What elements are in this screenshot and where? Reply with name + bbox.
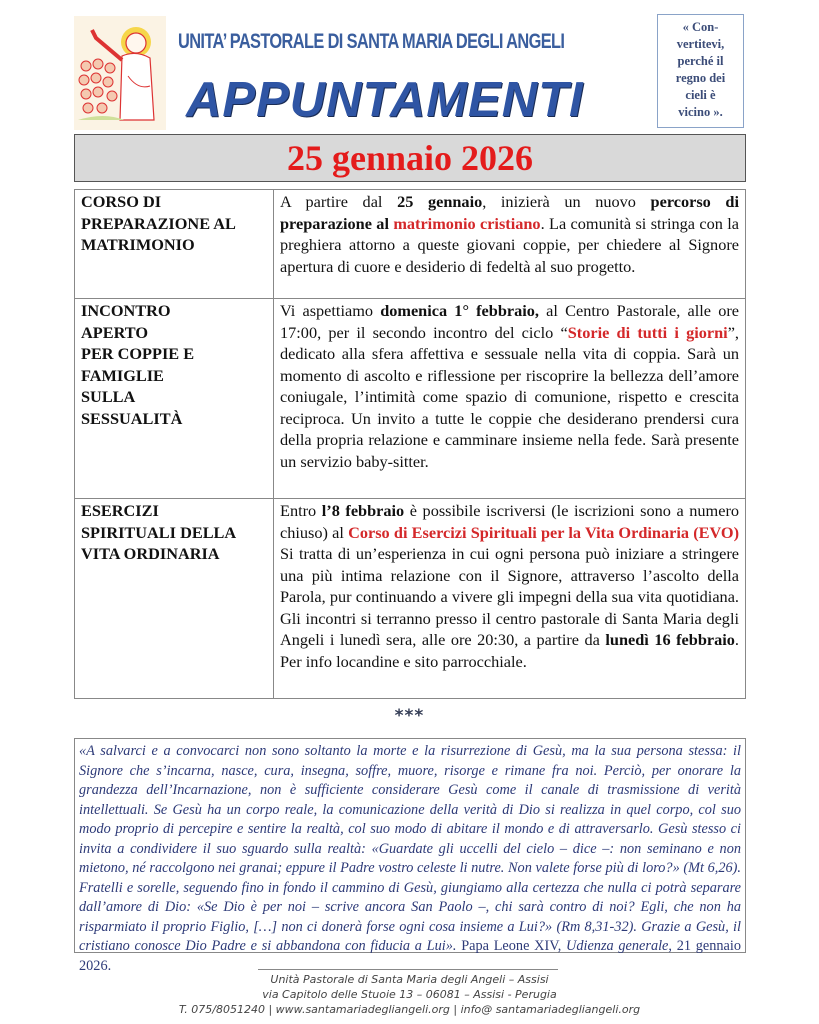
text: è possibile iscriversi (le iscrizioni sono a numero chiuso) al <box>280 501 740 542</box>
event-title-line: MATRIMONIO <box>81 235 195 254</box>
event-title-line: SESSUALITÀ <box>81 408 183 428</box>
event-description <box>274 299 746 499</box>
motto-line: vicino ». <box>678 105 723 119</box>
event-title-line: PREPARAZIONE AL <box>81 213 236 233</box>
motto-line: regno dei <box>675 71 726 85</box>
highlight-text: Storie di tutti i giorni <box>567 322 728 342</box>
event-title-line: INCONTRO <box>81 301 171 320</box>
pope-quote-box <box>74 738 746 974</box>
footer-address: via Capitolo delle Stuoie 13 – 06081 – Assisi - Perugia <box>262 988 557 1001</box>
events-table <box>74 189 746 699</box>
motto-line: « Con- <box>682 20 719 34</box>
footer-contacts: T. 075/8051240 | www.santamariadegliangeli.org | info@ santamariadegliangeli.org <box>178 1003 641 1016</box>
bold-text: percorso di preparazione al <box>280 192 739 233</box>
text: ”, dedicato alla sfera affettiva e sessuale nella vita di coppia. Sarà un momento di ascolto e riflessione per riscoprire la bellezza dell’amore coniugale, l’intimità come spazio di comunione, rispetto e crescita reciproca. Un invito a tutte le coppie che desiderano prendersi cura della propria relazione e camminare insieme nella fede. Sarà presente un servizio baby-sitter. <box>280 322 739 471</box>
text: . La comunità si stringa con la preghiera attorno a queste giovani coppie, per chiedere al Signore apertura di cuore e desiderio di fedeltà al suo progetto. <box>280 213 739 276</box>
quote-date: , 21 gennaio 2026. <box>79 938 741 974</box>
event-description <box>274 499 746 699</box>
event-title-line: VITA ORDINARIA <box>81 544 220 563</box>
bold-date: lunedì 16 febbraio <box>605 630 735 649</box>
parish-name-title: UNITA’ PASTORALE DI SANTA MARIA DEGLI ANGELI <box>178 30 565 53</box>
date-text: 25 gennaio 2026 <box>286 138 534 178</box>
text: Entro <box>280 501 322 520</box>
table-row <box>75 299 746 499</box>
event-title-line: APERTO <box>81 322 148 342</box>
event-title <box>75 499 274 699</box>
motto-line: cieli è <box>685 88 716 102</box>
text: al Centro Pastorale, alle ore 17:00, per il secondo incontro del ciclo “ <box>280 301 739 342</box>
text: Si tratta di un’esperienza in cui ogni persona può iniziare a stringere una più intima relazione con il Signore, attraverso l’ascolto della Parola, pur continuando a vivere gli impegni della sua vita quotidiana. Gli incontri si terranno presso il centro pastorale di Santa Maria degli Angeli i lunedì sera, alle ore 20:30, a partire da <box>280 544 739 649</box>
quote-author: Papa Leone XIV, <box>456 938 567 954</box>
quote-source: Udienza generale <box>566 938 669 954</box>
text: Vi aspettiamo <box>280 301 381 320</box>
footer-divider <box>258 969 558 970</box>
bold-date: domenica 1° febbraio, <box>380 301 539 320</box>
text: . Per info locandine e sito parrocchiale. <box>280 630 739 671</box>
bold-date: 25 gennaio <box>397 192 483 211</box>
event-description <box>274 190 746 299</box>
motto-box <box>657 14 744 128</box>
event-title-line: ESERCIZI <box>81 501 159 520</box>
date-banner <box>74 134 746 182</box>
highlight-text: matrimonio cristiano <box>393 213 541 233</box>
parish-logo-image <box>74 16 166 130</box>
appointments-heading: APPUNTAMENTI <box>186 73 584 127</box>
event-title-line: SULLA <box>81 387 136 406</box>
event-title-line: CORSO DI <box>81 192 162 211</box>
highlight-text: Corso di Esercizi Spirituali per la Vita Ordinaria (EVO) <box>348 522 739 542</box>
event-title-line: PER COPPIE E <box>81 344 195 363</box>
text: A partire dal <box>280 192 398 211</box>
bold-date: l’8 febbraio <box>321 501 405 520</box>
jesus-crowd-illustration-icon <box>74 16 166 130</box>
quote-text: «A salvarci e a convocarci non sono soltanto la morte e la risurrezione di Gesù, ma la sua persona stessa: il Signore che s’incarna, nasce, cura, insegna, soffre, muore, risorge e rimane fra noi. Perciò, per onorare la grandezza dell’Incarnazione, non è sufficiente considerare Gesù come il canale di trasmissione di verità intellettuali. Se Gesù ha un corpo reale, la comunicazione della verità di Dio si realizza in quel corpo, col suo modo proprio di percepire e sentire la realtà, col suo modo di abitare il mondo e di attraversarlo. Gesù stesso ci invita a condividere il suo sguardo sulla realtà: «Guardate gli uccelli del cielo – dice –: non seminano e non mietono, né raccolgono nei granai; eppure il Padre vostro celeste li nutre. Non valete forse più di loro?» (Mt 6,26). Fratelli e sorelle, seguendo fino in fondo il cammino di Gesù, giungiamo alla certezza che nulla ci potrà separare dall’amore di Dio: «Se Dio è per noi – scrive ancora San Paolo –, chi sarà contro di noi? Egli, che non ha risparmiato il proprio Figlio, […] non ci donerà forse ogni cosa insieme a Lui?» (Rm 8,31-32). Grazie a Gesù, il cristiano conosce Dio Padre e si abbandona con fiducia a Lui». <box>79 743 741 954</box>
event-title <box>75 299 274 499</box>
text: , inizierà un nuovo <box>482 192 651 211</box>
table-row <box>75 190 746 299</box>
footer-parish-name: Unità Pastorale di Santa Maria degli Angeli – Assisi <box>270 973 549 986</box>
motto-line: perché il <box>677 54 724 68</box>
table-row <box>75 499 746 699</box>
section-separator: *** <box>394 706 425 726</box>
event-title <box>75 190 274 299</box>
motto-line: vertitevi, <box>676 37 725 51</box>
event-title-line: FAMIGLIE <box>81 365 164 385</box>
footer <box>0 972 819 1017</box>
event-title-line: SPIRITUALI DELLA <box>81 522 237 542</box>
